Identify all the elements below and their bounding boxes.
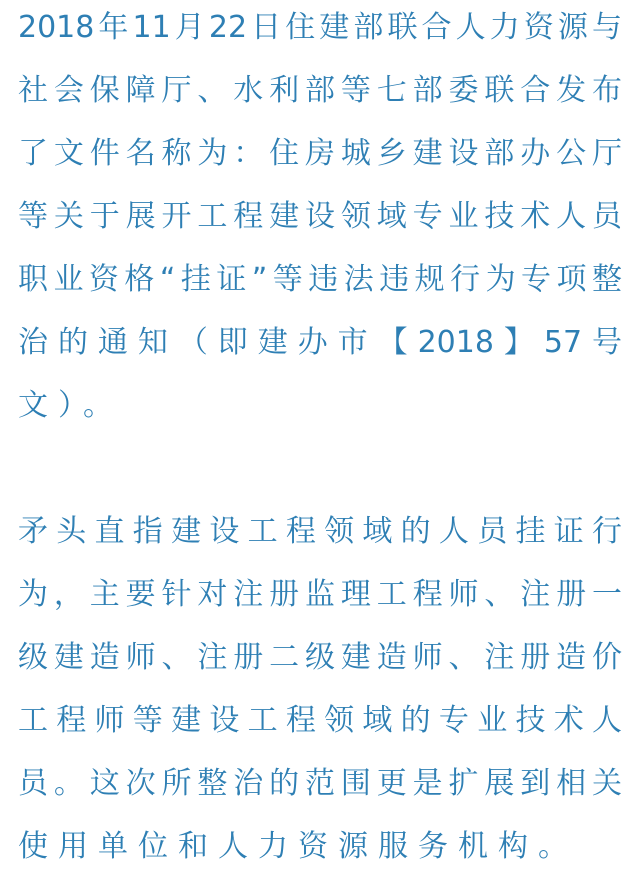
text-line: 矛头直指建设工程领域的人员挂证行 (18, 514, 622, 549)
text-line: 为，主要针对注册监理工程师、注册一 (18, 577, 622, 612)
text-line: 工程师等建设工程领域的专业技术人 (18, 703, 622, 738)
text-line: 级建造师、注册二级建造师、注册造价 (18, 640, 622, 675)
text-line: 使用单位和人力资源服务机构。 (18, 829, 578, 864)
text-line: 了文件名称为：住房城乡建设部办公厅 (18, 136, 622, 171)
text-line: 治的通知（即建办市【2018】57号 (18, 325, 622, 360)
text-line: 文）。 (18, 388, 123, 423)
text-line: 社会保障厅、水利部等七部委联合发布 (18, 73, 622, 108)
text-line: 等关于展开工程建设领域专业技术人员 (18, 199, 622, 234)
text-line: 职业资格“挂证”等违法违规行为专项整 (18, 262, 622, 297)
text-line: 2018年11月22日住建部联合人力资源与 (18, 10, 622, 45)
text-line: 员。这次所整治的范围更是扩展到相关 (18, 766, 622, 801)
